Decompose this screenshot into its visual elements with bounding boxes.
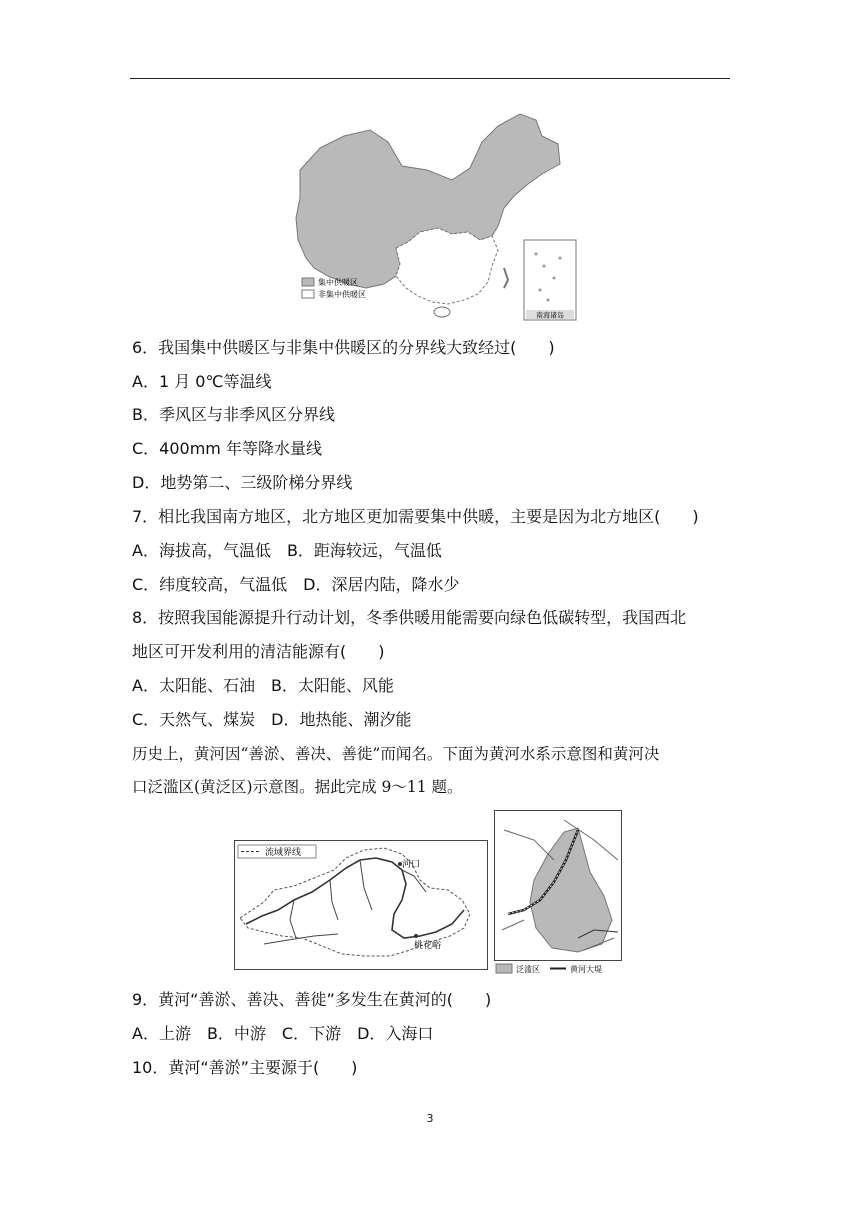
header-rule [130, 78, 730, 79]
china-heating-map [292, 108, 582, 323]
question-9-stem: 9．黄河“善淤、善决、善徙”多发生在黄河的( ) [132, 990, 492, 1009]
south-china-sea-inset [524, 240, 576, 320]
question-8-stem-1: 8．按照我国能源提升行动计划，冬季供暖用能需要向绿色低碳转型，我国西北 [132, 608, 687, 627]
question-7-stem: 7．相比我国南方地区，北方地区更加需要集中供暖，主要是因为北方地区( ) [132, 507, 699, 526]
question-9-options: A．上游 B．中游 C．下游 D．入海口 [132, 1024, 434, 1043]
intro-line-1: 历史上，黄河因“善淤、善决、善徙”而闻名。下面为黄河水系示意图和黄河决 [132, 745, 660, 763]
question-6-option-a: A．1 月 0℃等温线 [132, 372, 272, 391]
question-6-option-d: D．地势第二、三级阶梯分界线 [132, 473, 353, 492]
legend-dike: 黄河大堤 [570, 965, 602, 974]
legend-non-central-heating: 非集中供暖区 [318, 290, 366, 299]
yellow-river-system-map [234, 840, 488, 970]
non-central-heating-region [396, 228, 498, 304]
legend-central-heating: 集中供暖区 [318, 278, 358, 287]
question-7-options-ab: A．海拔高，气温低 B．距海较远，气温低 [132, 541, 442, 560]
question-8-stem-2: 地区可开发利用的清洁能源有( ) [132, 642, 385, 661]
label-taohuayu: 桃花峪 [414, 941, 442, 951]
question-6-stem: 6．我国集中供暖区与非集中供暖区的分界线大致经过( ) [132, 338, 555, 357]
legend-flood-area: 泛滥区 [516, 965, 540, 974]
question-6-option-b: B．季风区与非季风区分界线 [132, 405, 335, 424]
question-10-stem: 10．黄河“善淤”主要源于( ) [132, 1058, 358, 1077]
question-7-options-cd: C．纬度较高，气温低 D．深居内陆，降水少 [132, 575, 460, 594]
intro-line-2: 口泛滥区(黄泛区)示意图。据此完成 9～11 题。 [132, 778, 463, 796]
yellow-river-flood-area-map [494, 810, 622, 976]
page-number: 3 [426, 1112, 434, 1125]
label-hekou: 河口 [402, 860, 421, 870]
question-8-options-cd: C．天然气、煤炭 D．地热能、潮汐能 [132, 710, 412, 729]
question-8-options-ab: A．太阳能、石油 B．太阳能、风能 [132, 676, 394, 695]
legend-basin-boundary: 流域界线 [265, 848, 302, 858]
inset-label: 南海诸岛 [536, 311, 564, 320]
question-6-option-c: C．400mm 年等降水量线 [132, 439, 322, 458]
